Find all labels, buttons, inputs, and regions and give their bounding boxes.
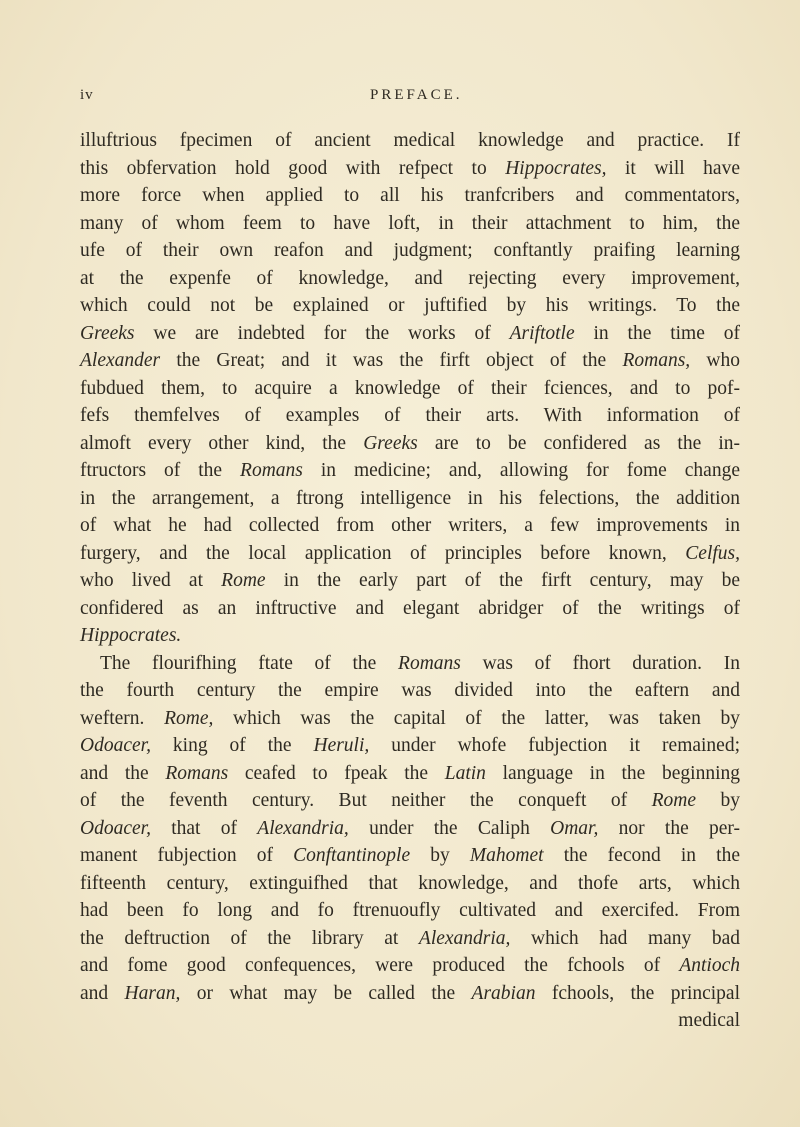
- italic-text: Rome: [651, 790, 696, 811]
- text-run: under the Caliph: [348, 817, 551, 839]
- text-line: [80, 567, 740, 595]
- text-run: almoft every other kind, the: [80, 432, 364, 454]
- text-line: [80, 512, 740, 540]
- text-run: who: [690, 350, 740, 371]
- text-run: more force when applied to all his tranfcribers and commentators,: [80, 185, 740, 206]
- italic-text: Heruli,: [313, 735, 370, 756]
- text-line: [80, 650, 740, 678]
- text-line: [80, 595, 740, 623]
- text-run: The flourifhing ftate of the: [100, 652, 399, 674]
- text-run: or what may be called the: [180, 982, 472, 1004]
- text-line: [80, 787, 740, 815]
- text-run: many of whom feem to have loft, in their attachment to him, the: [80, 212, 740, 234]
- text-run: had been fo long and fo ftrenuoufly cultivated and exercifed. From: [80, 900, 740, 921]
- text-run: the Great; and it was the firft object of the: [160, 350, 623, 371]
- text-run: by: [410, 845, 470, 866]
- text-line: [80, 265, 740, 293]
- text-run: at the expenfe of knowledge, and rejecting every improvement,: [80, 267, 740, 289]
- text-line: [80, 842, 740, 870]
- text-run: illuftrious fpecimen of ancient medical knowledge and practice. If: [80, 130, 740, 151]
- italic-text: Greeks: [80, 322, 135, 344]
- text-line: [80, 457, 740, 485]
- italic-text: Latin: [444, 762, 486, 784]
- text-line: [80, 402, 740, 430]
- text-run: of the feventh century. But neither the conqueft of: [80, 790, 652, 811]
- text-run: ufe of their own reafon and judgment; conftantly praifing learning: [80, 240, 740, 261]
- text-run: nor the per-: [598, 817, 741, 839]
- italic-text: Odoacer,: [80, 735, 151, 756]
- text-line: [80, 540, 740, 568]
- text-run: was of fhort duration. In: [460, 652, 740, 674]
- italic-text: Alexandria,: [257, 817, 349, 839]
- text-run: furgery, and the local application of principles before known,: [80, 542, 686, 564]
- text-line: [80, 732, 740, 760]
- running-head: PREFACE.: [370, 87, 463, 103]
- italic-text: Rome,: [164, 707, 214, 729]
- text-run: which was the capital of the latter, was taken by: [213, 707, 740, 729]
- text-line: [80, 237, 740, 265]
- italic-text: Greeks: [363, 432, 418, 454]
- italic-text: Omar,: [550, 817, 599, 839]
- italic-text: Conftantinople: [293, 845, 411, 866]
- body-text: [80, 127, 740, 1035]
- text-run: ceafed to fpeak the: [228, 762, 445, 784]
- text-line: [80, 430, 740, 458]
- page-number: iv: [80, 87, 94, 103]
- text-run: manent fubjection of: [80, 845, 294, 866]
- text-line: [80, 320, 740, 348]
- italic-text: Ariftotle: [509, 322, 575, 344]
- italic-text: Romans: [165, 762, 229, 784]
- text-run: in the arrangement, a ftrong intelligence in his felections, the addition: [80, 487, 740, 509]
- text-line: [80, 870, 740, 898]
- text-run: which had many bad: [510, 927, 740, 949]
- text-line: [80, 292, 740, 320]
- text-run: fefs themfelves of examples of their arts. With information of: [80, 405, 740, 426]
- text-run: under whofe fubjection it remained;: [369, 735, 741, 756]
- text-line: [80, 182, 740, 210]
- italic-text: Romans: [398, 652, 461, 674]
- text-line: [80, 760, 740, 788]
- text-run: language in the beginning: [485, 762, 740, 784]
- text-line: [80, 705, 740, 733]
- text-run: king of the: [150, 735, 314, 756]
- text-line: [80, 897, 740, 925]
- text-run: and the: [80, 762, 166, 784]
- text-run: fchools, the principal: [535, 982, 741, 1004]
- italic-text: Alexandria,: [418, 927, 511, 949]
- text-run: the deftruction of the library at: [80, 927, 419, 949]
- text-run: that of: [150, 817, 258, 839]
- text-run: fifteenth century, extinguifhed that knowledge, and thofe arts, which: [80, 872, 740, 894]
- text-run: we are indebted for the works of: [134, 322, 510, 344]
- text-line: [80, 155, 740, 183]
- text-run: fubdued them, to acquire a knowledge of their fciences, and to pof-: [80, 377, 740, 399]
- italic-text: Mahomet: [469, 845, 544, 866]
- text-line: [80, 485, 740, 513]
- italic-text: Alexander: [80, 350, 161, 371]
- text-line: [80, 1007, 740, 1035]
- text-run: and: [80, 982, 125, 1004]
- text-line: [80, 127, 740, 155]
- italic-text: Hippocrates,: [505, 157, 607, 179]
- text-run: are to be confidered as the in-: [417, 432, 741, 454]
- text-run: this obfervation hold good with refpect to: [80, 157, 506, 179]
- page-header: [80, 87, 740, 113]
- text-run: the fecond in the: [543, 845, 740, 866]
- text-run: in medicine; and, allowing for fome change: [302, 460, 740, 481]
- text-run: it will have: [606, 157, 740, 179]
- italic-text: Antioch: [679, 955, 740, 976]
- text-run: in the time of: [574, 322, 740, 344]
- text-line: [80, 925, 740, 953]
- italic-text: Odoacer,: [80, 817, 151, 839]
- text-run: ftructors of the: [80, 460, 241, 481]
- text-run: in the early part of the firft century, may be: [265, 570, 740, 591]
- text-line: [80, 952, 740, 980]
- italic-text: Hippocrates.: [80, 625, 182, 646]
- text-run: by: [696, 790, 740, 811]
- text-line: [80, 622, 740, 650]
- text-run: who lived at: [80, 570, 222, 591]
- text-line: [80, 677, 740, 705]
- text-run: of what he had collected from other writers, a few improvements in: [80, 515, 740, 536]
- text-run: weftern.: [80, 707, 165, 729]
- italic-text: Haran,: [124, 982, 181, 1004]
- italic-text: Celfus,: [685, 542, 740, 564]
- text-run: medical: [678, 1010, 740, 1031]
- text-run: the fourth century the empire was divided into the eaftern and: [80, 680, 740, 701]
- text-line: [80, 347, 740, 375]
- italic-text: Rome: [221, 570, 266, 591]
- text-line: [80, 210, 740, 238]
- text-run: and fome good confequences, were produced the fchools of: [80, 955, 680, 976]
- italic-text: Romans: [240, 460, 303, 481]
- italic-text: Romans,: [622, 350, 691, 371]
- text-line: [80, 815, 740, 843]
- text-line: [80, 980, 740, 1008]
- italic-text: Arabian: [471, 982, 536, 1004]
- text-run: which could not be explained or juftified by his writings. To the: [80, 295, 740, 316]
- text-line: [80, 375, 740, 403]
- text-run: confidered as an inftructive and elegant abridger of the writings of: [80, 597, 740, 619]
